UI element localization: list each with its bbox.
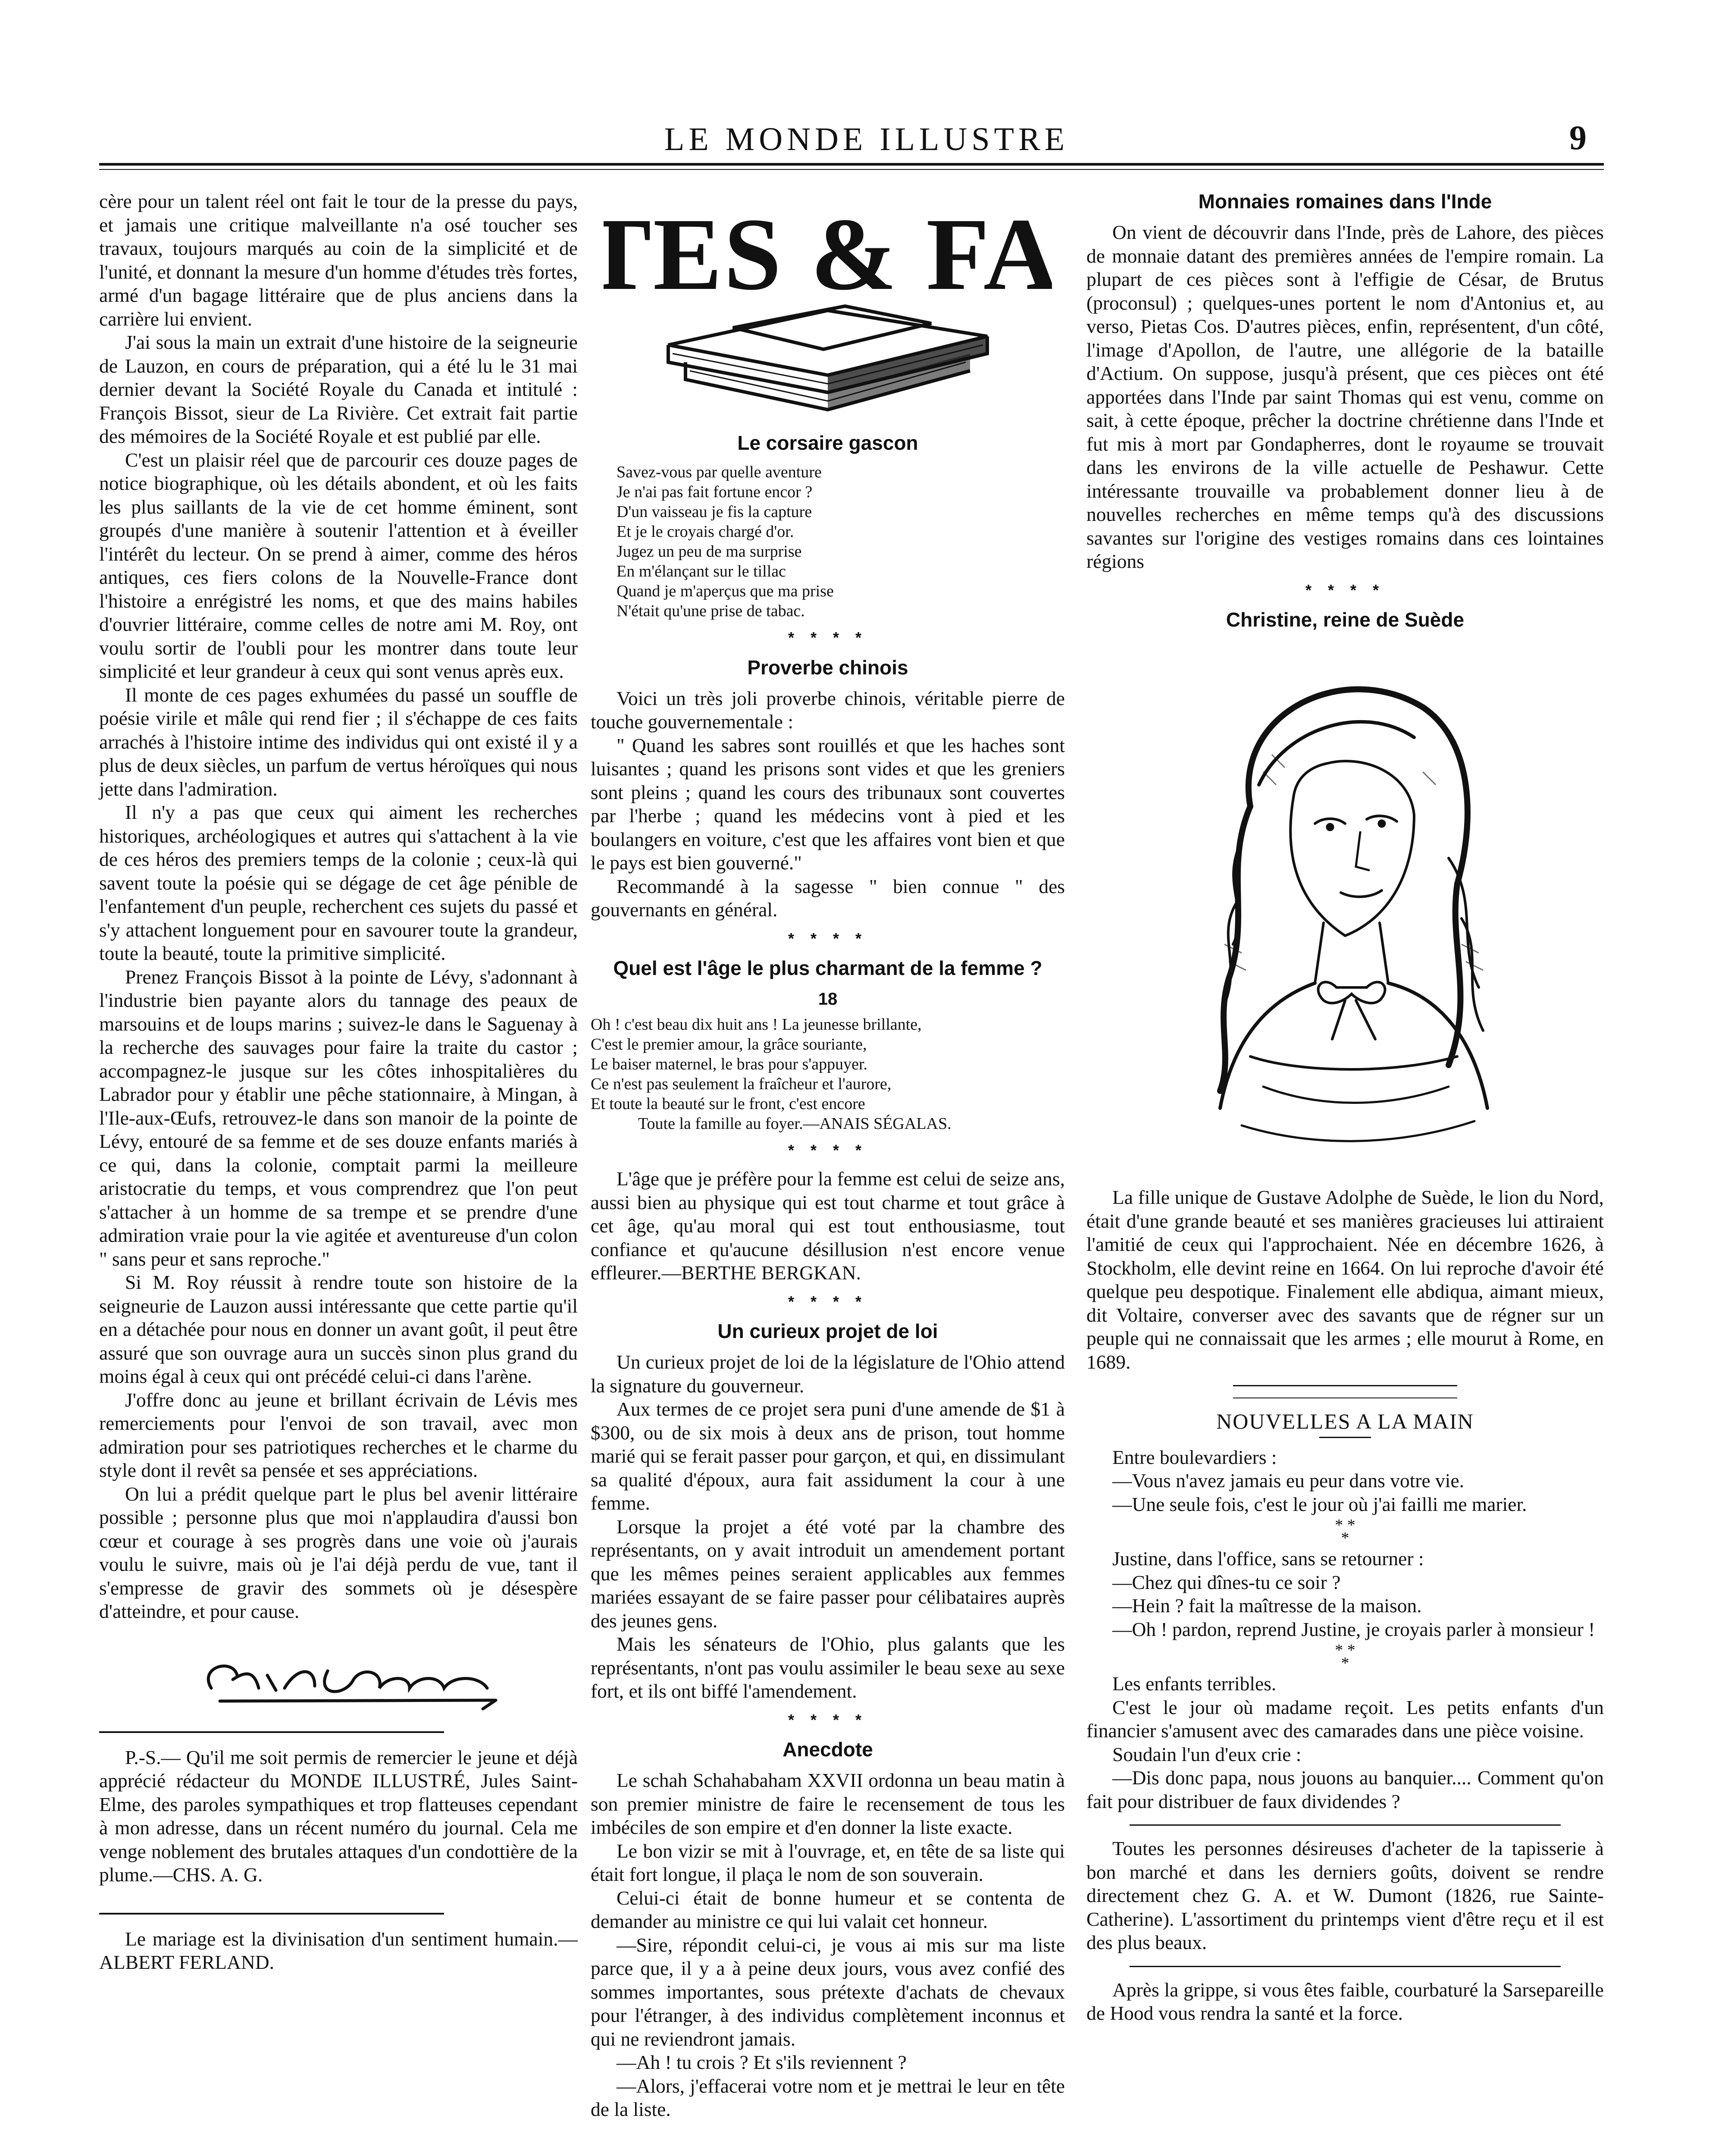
- section-heading: NOUVELLES A LA MAIN: [1216, 1409, 1474, 1433]
- advertisement: Après la grippe, si vous êtes faible, courbaturé la Sarsepareille de Hood vous rendra la santé et la force.: [1086, 1978, 1604, 2024]
- paragraph: —Alors, j'effacerai votre nom et je mettrai le leur en tête de la liste.: [591, 2075, 1065, 2120]
- books-illustration: [604, 190, 1052, 423]
- notes-faits-logo: [604, 190, 1052, 423]
- paragraph: cère pour un talent réel ont fait le tour de la presse du pays, et jamais une critique malveillante n'a osé toucher ses travaux, toujours marqués au coin de la simplicité et de l'unité, et donnant la mesure d'un homme d'études très fortes, armé d'un bagage littéraire que de plus anciens dans la carrière lui envient.: [99, 190, 578, 330]
- paragraph: " Quand les sabres sont rouillés et que les haches sont luisantes ; quand les prisons sont vides et que les greniers sont pleins ; quand les cours des tribunaux sont couvertes par l'herbe ; quand les médecins vont à pied et les boulangers en voiture, c'est que les affaires vont bien et que le pays est bien gouverné.": [591, 734, 1065, 874]
- column-right: [1086, 190, 1604, 2025]
- paragraph: —Chez qui dînes-tu ce soir ?: [1112, 1571, 1341, 1593]
- paragraph: —Oh ! pardon, reprend Justine, je croyais parler à monsieur !: [1112, 1618, 1595, 1640]
- paragraph: L'âge que je préfère pour la femme est celui de seize ans, aussi bien au physique qui est tout charme et tout grâce à cet âge, qu'au moral qui est tout enthousiasme, tout confiance et qu'aucune désillusion n'est encore venue effleurer.—BERTHE BERGKAN.: [591, 1168, 1065, 1284]
- poem-line: Quand je m'aperçus que ma prise: [617, 582, 834, 600]
- logo-text: TES & FA: [604, 197, 1052, 311]
- maxim: Le mariage est la divinisation d'un sentiment humain.—ALBERT FERLAND.: [99, 1927, 578, 1973]
- divider: [99, 1913, 444, 1915]
- postscript: P.-S.— Qu'il me soit permis de remercier le jeune et déjà apprécié rédacteur du MONDE ILLUSTRÉ, Jules Saint-Elme, des paroles sympathiques et trop flatteuses cependant à mon adresse, dans un récent numéro du journal. Cela me venge noblement des brutales attaques d'un condottière de la plume.—CHS. A. G.: [99, 1746, 578, 1886]
- paragraph: C'est le jour où madame reçoit. Les petits enfants d'un financier s'amusent avec des camarades dans une pièce voisine.: [1086, 1696, 1604, 1742]
- paragraph: Entre boulevardiers :: [1112, 1446, 1277, 1468]
- section-heading: Christine, reine de Suède: [1226, 608, 1465, 631]
- paragraph: Un curieux projet de loi de la législature de l'Ohio attend la signature du gouverneur.: [591, 1351, 1065, 1397]
- paragraph: Il monte de ces pages exhumées du passé un souffle de poésie virile et mâle qui rend fier ; il s'échappe de ces faits arrachés à l'histoire intime des individus qui ont existé il y a plus de deux siècles, un parfum de vertus héroïques qui nous jette dans l'admiration.: [99, 683, 578, 800]
- divider: [1130, 1824, 1561, 1826]
- section-heading: Le corsaire gascon: [737, 432, 918, 454]
- advertisement: Toutes les personnes désireuses d'acheter de la tapisserie à bon marché et dans les derniers goûts, doivent se rendre directement chez G. A. et W. Dumont (1826, rue Sainte-Catherine). L'assortiment du printemps vient d'être reçu et il est des plus beaux.: [1086, 1837, 1604, 1953]
- divider: [99, 1731, 444, 1733]
- poem-line: Et je le croyais chargé d'or.: [617, 523, 794, 541]
- page-number: 9: [1569, 119, 1587, 157]
- paragraph: Mais les sénateurs de l'Ohio, plus galants que les représentants, n'ont pas voulu assimiler le beau sexe au sexe fort, et ils ont biffé l'amendement.: [591, 1633, 1065, 1702]
- paragraph: J'ai sous la main un extrait d'une histoire de la seigneurie de Lauzon, en cours de préparation, qui a été lu le 31 mai dernier devant la Société Royale du Canada et intitulé : François Bissot, sieur de La Rivière. Cet extrait fait partie des mémoires de la Société Royale et est publié par elle.: [99, 331, 578, 447]
- poem-line: D'un vaisseau je fis la capture: [617, 503, 812, 521]
- poem-line: C'est le premier amour, la grâce souriante,: [591, 1035, 867, 1053]
- paragraph: Celui-ci était de bonne humeur et se contenta de demander au ministre ce qui lui valait cet honneur.: [591, 1887, 1065, 1932]
- section-separator: * * * *: [788, 1141, 868, 1159]
- paragraph: J'offre donc au jeune et brillant écrivain de Lévis mes remerciements pour l'envoi de son travail, avec mon admiration pour ses patriotiques recherches et le charme du style dont il revêt sa pensée et ses appréciations.: [99, 1388, 578, 1481]
- section-heading: Monnaies romaines dans l'Inde: [1198, 190, 1492, 213]
- poem-line: Oh ! c'est beau dix huit ans ! La jeunesse brillante,: [591, 1015, 922, 1034]
- poem-attribution: Toute la famille au foyer.—ANAIS SÉGALAS.: [638, 1114, 952, 1133]
- poem: [617, 462, 1065, 621]
- column-center: [591, 190, 1065, 2122]
- paragraph: Le schah Schahabaham XXVII ordonna un beau matin à son premier ministre de faire le recensement de tous les imbéciles de son empire et d'en donner la liste exacte.: [591, 1769, 1065, 1838]
- section-heading: Proverbe chinois: [747, 656, 908, 679]
- paragraph: On lui a prédit quelque part le plus bel avenir littéraire possible ; personne plus que moi n'applaudira d'aussi bon cœur et courage à ses progrès dans une voie où j'aurais voulu le suivre, mais où je l'ai déjà perdu de vue, tant il s'empresse de gravir des sommets où je désespère d'atteindre, et pour cause.: [99, 1482, 578, 1622]
- signature-graphic: [185, 1649, 530, 1714]
- paragraph: La fille unique de Gustave Adolphe de Suède, le lion du Nord, était d'une grande beauté et ses manières gracieuses lui attiraient l'amitié de ceux qui l'approchaient. Née en décembre 1626, à Stockholm, elle devint reine en 1664. On lui reproche d'avoir été quelque peu despotique. Finalement elle abdiqua, aimant mieux, dit Voltaire, converser avec des savants que de régner sur un peuple qui ne connaissait que les armes ; elle mourut à Rome, en 1689.: [1086, 1186, 1604, 1373]
- portrait-illustration: [1121, 642, 1569, 1169]
- section-heading: Quel est l'âge le plus charmant de la femme ?: [613, 957, 1042, 979]
- paragraph: Voici un très joli proverbe chinois, véritable pierre de touche gouvernementale :: [591, 687, 1065, 733]
- paragraph: —Ah ! tu crois ? Et s'ils reviennent ?: [617, 2051, 907, 2073]
- section-separator: * * * *: [788, 629, 868, 646]
- poem: [591, 1015, 1065, 1134]
- paragraph: —Vous n'avez jamais eu peur dans votre vie.: [1112, 1470, 1465, 1492]
- section-heading: Un curieux projet de loi: [717, 1320, 938, 1342]
- paragraph: —Hein ? fait la maîtresse de la maison.: [1112, 1595, 1422, 1617]
- paragraph: Le bon vizir se mit à l'ouvrage, et, en tête de sa liste qui était fort longue, il plaça le nom de son souverain.: [591, 1839, 1065, 1885]
- paragraph: —Dis donc papa, nous jouons au banquier.... Comment qu'on fait pour distribuer de faux dividendes ?: [1086, 1767, 1604, 1812]
- header-rule-thin: [99, 169, 1604, 170]
- section-subheading: 18: [818, 990, 838, 1009]
- paragraph: Les enfants terribles.: [1112, 1673, 1277, 1695]
- poem-line: N'était qu'une prise de tabac.: [617, 602, 805, 620]
- paragraph: Soudain l'un d'eux crie :: [1112, 1743, 1302, 1765]
- section-separator: * * * *: [1305, 581, 1385, 599]
- poem-line: Jugez un peu de ma surprise: [617, 542, 802, 561]
- paragraph: Lorsque la projet a été voté par la chambre des représentants, on y avait introduit un amendement portant que les mêmes peines seraient applicables aux femmes mariées essayant de se faire passer pour célibataires auprès des jeunes gens.: [591, 1515, 1065, 1632]
- paragraph: Prenez François Bissot à la pointe de Lévy, s'adonnant à l'industrie bien payante alors du tannage des peaux de marsouins et de loups marins ; suivez-le dans le Saguenay à la recherche des sauvages pour faire la traite du castor ; accompagnez-le jusque sur les côtes inhospitalières du Labrador pour y établir une pêche stationnaire, à Mingan, à l'Ile-aux-Œufs, retrouvez-le dans son manoir de la pointe de Lévy, entouré de sa femme et de ses douze enfants mariés à ce qui, dans la colonie, comptait parmi la meilleure aristocratie du temps, et vous comprendrez que l'on peut s'attacher à un homme de sa trempe et se prendre d'une admiration vraie pour la vie agitée et aventureuse d'un colon " sans peur et sans reproche.": [99, 965, 578, 1270]
- poem-line: Je n'ai pas fait fortune encor ?: [617, 483, 813, 501]
- poem-line: Et toute la beauté sur le front, c'est encore: [591, 1094, 865, 1113]
- poem-line: Ce n'est pas seulement la fraîcheur et l'aurore,: [591, 1075, 892, 1093]
- poem-line: Savez-vous par quelle aventure: [617, 463, 822, 481]
- signature: [185, 1649, 530, 1714]
- paragraph: Justine, dans l'office, sans se retourner :: [1112, 1548, 1424, 1570]
- section-separator: * * * *: [788, 929, 868, 947]
- asterism: * * *: [1335, 1516, 1355, 1547]
- asterism: * * *: [1335, 1641, 1355, 1672]
- section-separator: * * * *: [788, 1711, 868, 1729]
- poem-line: En m'élançant sur le tillac: [617, 562, 786, 580]
- header-rule: [99, 163, 1604, 166]
- paragraph: —Sire, répondit celui-ci, je vous ai mis sur ma liste parce que, il y a à peine deux jours, vous avez confié des sommes importantes, sous prétexte d'achats de chevaux pour l'étranger, à des individus complètement inconnus et qui ne reviendront jamais.: [591, 1934, 1065, 2050]
- paragraph: Recommandé à la sagesse " bien connue " des gouvernants en général.: [591, 875, 1065, 921]
- paragraph: Si M. Roy réussit à rendre toute son histoire de la seigneurie de Lauzon aussi intéressante que cette partie qu'il en a détachée pour nous en donner un avant goût, il peut être assuré que son ouvrage aura un succès sinon plus grand du moins égal à ceux qui ont précédé celui-ci dans l'arène.: [99, 1271, 578, 1387]
- paragraph: C'est un plaisir réel que de parcourir ces douze pages de notice biographique, où les détails abondent, et où les faits les plus saillants de la vie de cet homme éminent, sont groupés d'une manière à soutenir l'attention et à éveiller l'intérêt du lecteur. On se prend à aimer, comme des héros antiques, ces fiers colons de la Nouvelle-France dont l'histoire a enrégistré les noms, et que des mains habiles d'ouvrier littéraire, comme celles de notre ami M. Roy, ont voulu sortir de l'oubli pour les montrer dans toute leur simplicité et leur grandeur à ceux qui sont venus après eux.: [99, 448, 578, 682]
- section-heading: Anecdote: [782, 1738, 873, 1761]
- section-separator: * * * *: [788, 1292, 868, 1310]
- divider: [1130, 1966, 1561, 1967]
- divider-short: [1319, 1437, 1371, 1438]
- christine-portrait: [1121, 642, 1569, 1169]
- paragraph: Il n'y a pas que ceux qui aiment les recherches historiques, archéologiques et autres qui s'attachent à la vie de ces héros des premiers temps de la colonie ; ceux-là qui savent toute la poésie qui se dégage de cet âge pénible de l'enfantement d'un peuple, recherchent ces sujets du passé et s'y attachent longuement pour en savourer toute la grandeur, toute la beauté, toute la primitive simplicité.: [99, 801, 578, 964]
- poem-line: Le baiser maternel, le bras pour s'appuyer.: [591, 1055, 868, 1073]
- column-left: [99, 190, 578, 1974]
- paragraph: Aux termes de ce projet sera puni d'une amende de $1 à $300, ou de six mois à deux ans de prison, tout homme marié qui se ferait passer pour garçon, et qui, en dissimulant sa qualité d'époux, aura fait assidument la cour à une femme.: [591, 1398, 1065, 1514]
- paragraph: On vient de découvrir dans l'Inde, près de Lahore, des pièces de monnaie datant des premières années de l'empire romain. La plupart de ces pièces sont à l'effigie de César, de Brutus (proconsul) ; quelques-unes portent le nom d'Antonius et, au verso, Pietas Cos. D'autres pièces, enfin, représentent, d'un côté, l'image d'Apollon, de l'autre, une allégorie de la bataille d'Actium. On suppose, jusqu'à présent, que ces pièces ont été apportées dans l'Inde par saint Thomas qui est venu, comme on sait, à cette époque, prêcher la doctrine chrétienne dans l'Inde et fut mis à mort par Gondapherres, dont le royaume se trouvait dans les environs de la ville actuelle de Peshawur. Cette intéressante trouvaille va probablement donner lieu à de nouvelles recherches en même temps qu'à des discussions savantes sur l'origine des vestiges romains dans ces lointaines régions: [1086, 221, 1604, 572]
- paragraph: —Une seule fois, c'est le jour où j'ai failli me marier.: [1112, 1493, 1527, 1515]
- divider: [1233, 1385, 1457, 1386]
- masthead: LE MONDE ILLUSTRE: [664, 121, 1069, 157]
